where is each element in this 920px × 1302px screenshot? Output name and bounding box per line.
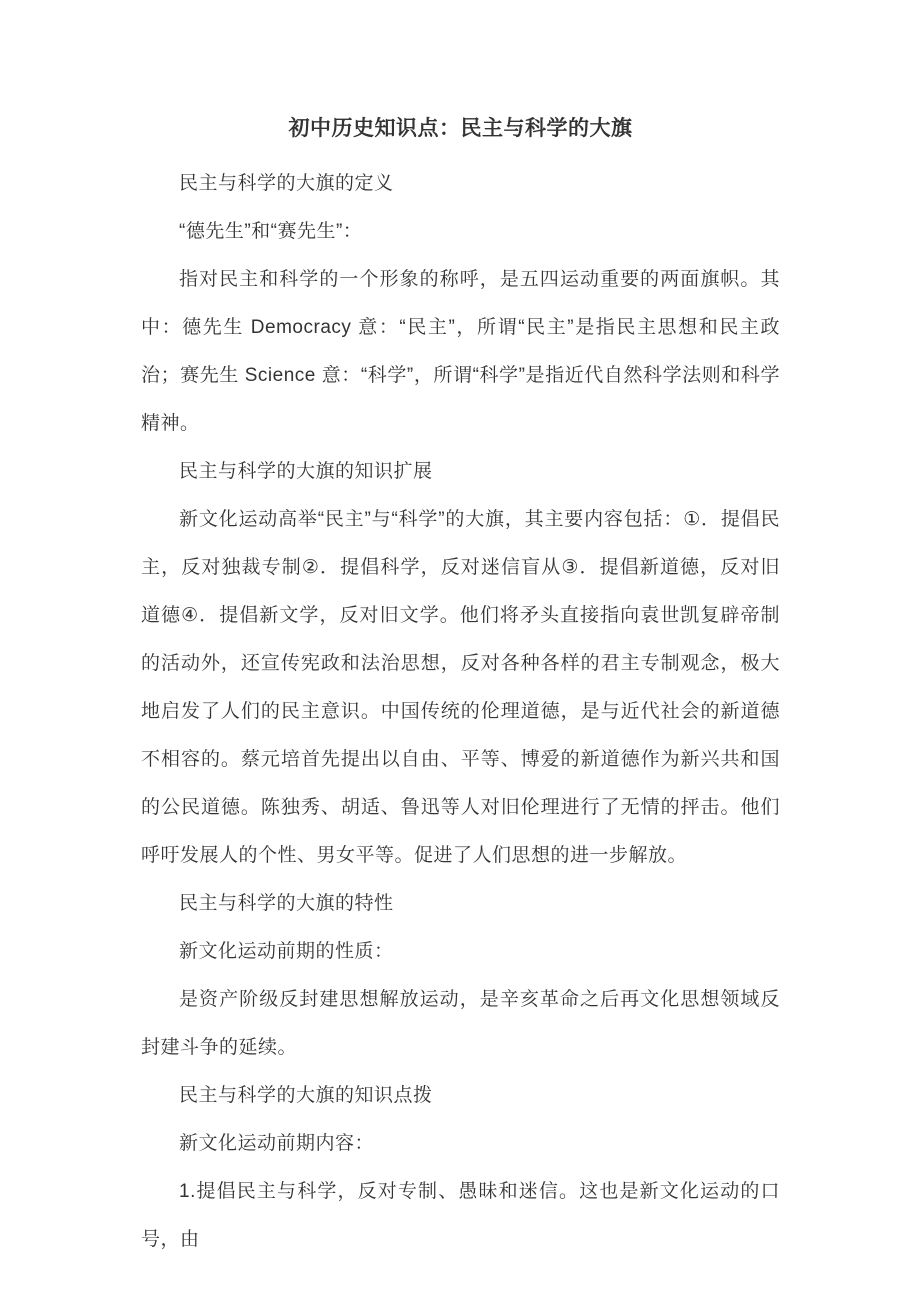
paragraph-early-content-item1: 1.提倡民主与科学，反对专制、愚昧和迷信。这也是新文化运动的口号，由 [141,1181,780,1250]
paragraph-nature-text: 是资产阶级反封建思想解放运动，是辛亥革命之后再文化思想领域反封建斗争的延续。 [141,989,780,1058]
document-body [141,160,780,1264]
paragraph-knowledge-expansion-heading: 民主与科学的大旗的知识扩展 [179,461,433,482]
paragraph-early-content-heading: 新文化运动前期内容： [179,1133,375,1154]
paragraph-definition-text: 指对民主和科学的一个形象的称呼，是五四运动重要的两面旗帜。其中：德先生 Democracy 意：“民主”，所谓“民主”是指民主思想和民主政治；赛先生 Science 意：“科学”，所谓“科学”是指近代自然科学法则和科学精神。 [141,269,780,434]
paragraph-de-sai-heading: “德先生”和“赛先生”： [179,221,363,242]
paragraph-knowledge-expansion-text: 新文化运动高举“民主”与“科学”的大旗，其主要内容包括：①．提倡民主，反对独裁专制②．提倡科学，反对迷信盲从③．提倡新道德，反对旧道德④．提倡新文学，反对旧文学。他们将矛头直接指向袁世凯复辟帝制的活动外，还宣传宪政和法治思想，反对各种各样的君主专制观念，极大地启发了人们的民主意识。中国传统的伦理道德，是与近代社会的新道德不相容的。蔡元培首先提出以自由、平等、博爱的新道德作为新兴共和国的公民道德。陈独秀、胡适、鲁迅等人对旧伦理进行了无情的抨击。他们呼吁发展人的个性、男女平等。促进了人们思想的进一步解放。 [141,509,780,866]
paragraph-key-points-heading: 民主与科学的大旗的知识点拨 [179,1085,433,1106]
paragraph-nature-heading: 新文化运动前期的性质： [179,941,394,962]
paragraph-definition-heading: 民主与科学的大旗的定义 [179,173,394,194]
document-title: 初中历史知识点：民主与科学的大旗 [288,117,633,140]
paragraph-characteristics-heading: 民主与科学的大旗的特性 [179,893,394,914]
